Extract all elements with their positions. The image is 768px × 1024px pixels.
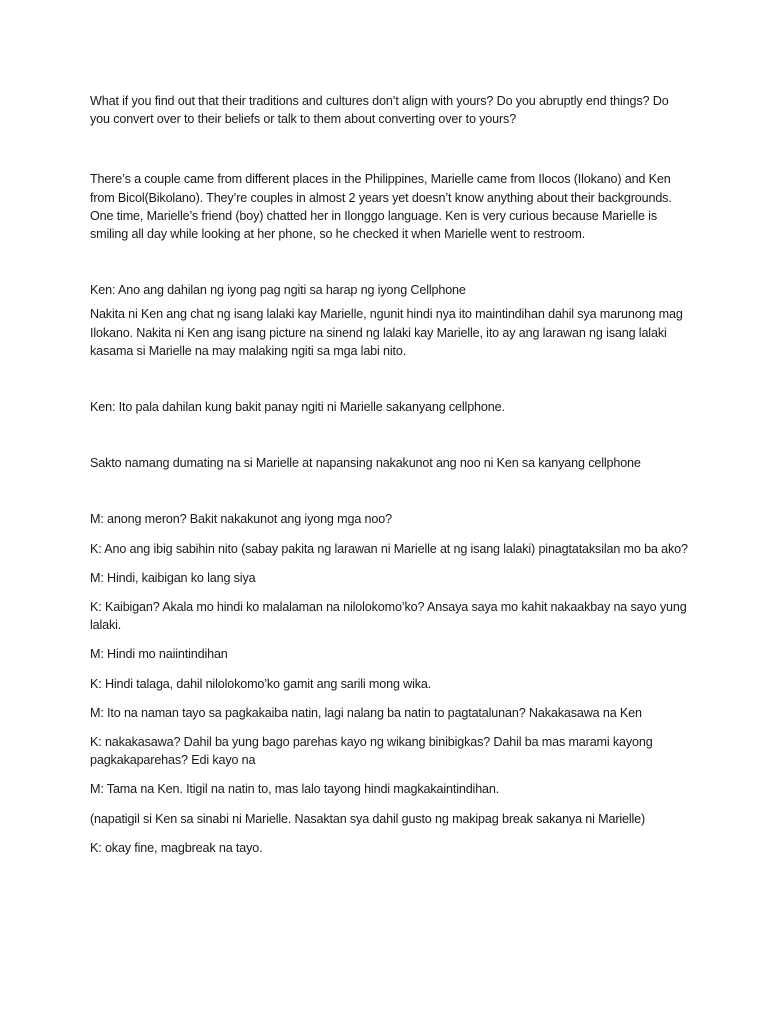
dialogue-k-5: K: okay fine, magbreak na tayo. <box>90 840 263 855</box>
dialogue-m-5: M: Tama na Ken. Itigil na natin to, mas lalo tayong hindi magkakaintindihan. <box>90 782 500 797</box>
narration-2: Sakto namang dumating na si Marielle at napansing nakakunot ang noo ni Ken sa kanyang cellphone <box>90 456 641 471</box>
document-page <box>90 92 690 857</box>
dialogue-m-3: M: Hindi mo naiintindihan <box>90 647 228 662</box>
dialogue-m-1: M: anong meron? Bakit nakakunot ang iyong mga noo? <box>90 512 392 527</box>
dialogue-ken-2: Ken: Ito pala dahilan kung bakit panay ngiti ni Marielle sakanyang cellphone. <box>90 400 505 415</box>
narration-3: (napatigil si Ken sa sinabi ni Marielle. Nasaktan sya dahil gusto ng makipag break sakanya ni Marielle) <box>90 811 646 826</box>
narration-1: Nakita ni Ken ang chat ng isang lalaki kay Marielle, ngunit hindi nya ito maintindihan dahil sya marunong mag Ilokano. Nakita ni Ken ang isang picture na sinend ng lalaki kay Marielle, ito ay ang larawan ng isang lalaki kasama si Marielle na may malaking ngiti sa mga labi nito. <box>90 307 683 358</box>
dialogue-ken-1: Ken: Ano ang dahilan ng iyong pag ngiti sa harap ng iyong Cellphone <box>90 283 466 298</box>
dialogue-k-4: K: nakakasawa? Dahil ba yung bago parehas kayo ng wikang binibigkas? Dahil ba mas marami kayong pagkakaparehas? Edi kayo na <box>90 735 653 768</box>
dialogue-k-2: K: Kaibigan? Akala mo hindi ko malalaman na nilolokomo’ko? Ansaya saya mo kahit nakaakbay na sayo yung lalaki. <box>90 600 687 633</box>
intro-questions: What if you find out that their traditions and cultures don’t align with yours? Do you abruptly end things? Do you convert over to their beliefs or talk to them about converting over to yours? <box>90 94 669 127</box>
dialogue-m-2: M: Hindi, kaibigan ko lang siya <box>90 570 256 585</box>
story-setup: There’s a couple came from different places in the Philippines, Marielle came from Ilocos (Ilokano) and Ken from Bicol(Bikolano). They’re couples in almost 2 years yet doesn’t know anything about their backgrounds. One time, Marielle’s friend (boy) chatted her in Ilonggo language. Ken is very curious because Marielle is smiling all day while looking at her phone, so he checked it when Marielle went to restroom. <box>90 172 672 242</box>
dialogue-k-1: K: Ano ang ibig sabihin nito (sabay pakita ng larawan ni Marielle at ng isang lalaki) pinagtataksilan mo ba ako? <box>90 541 688 556</box>
dialogue-m-4: M: Ito na naman tayo sa pagkakaiba natin, lagi nalang ba natin to pagtatalunan? Nakakasawa na Ken <box>90 705 642 720</box>
dialogue-k-3: K: Hindi talaga, dahil nilolokomo’ko gamit ang sarili mong wika. <box>90 676 432 691</box>
